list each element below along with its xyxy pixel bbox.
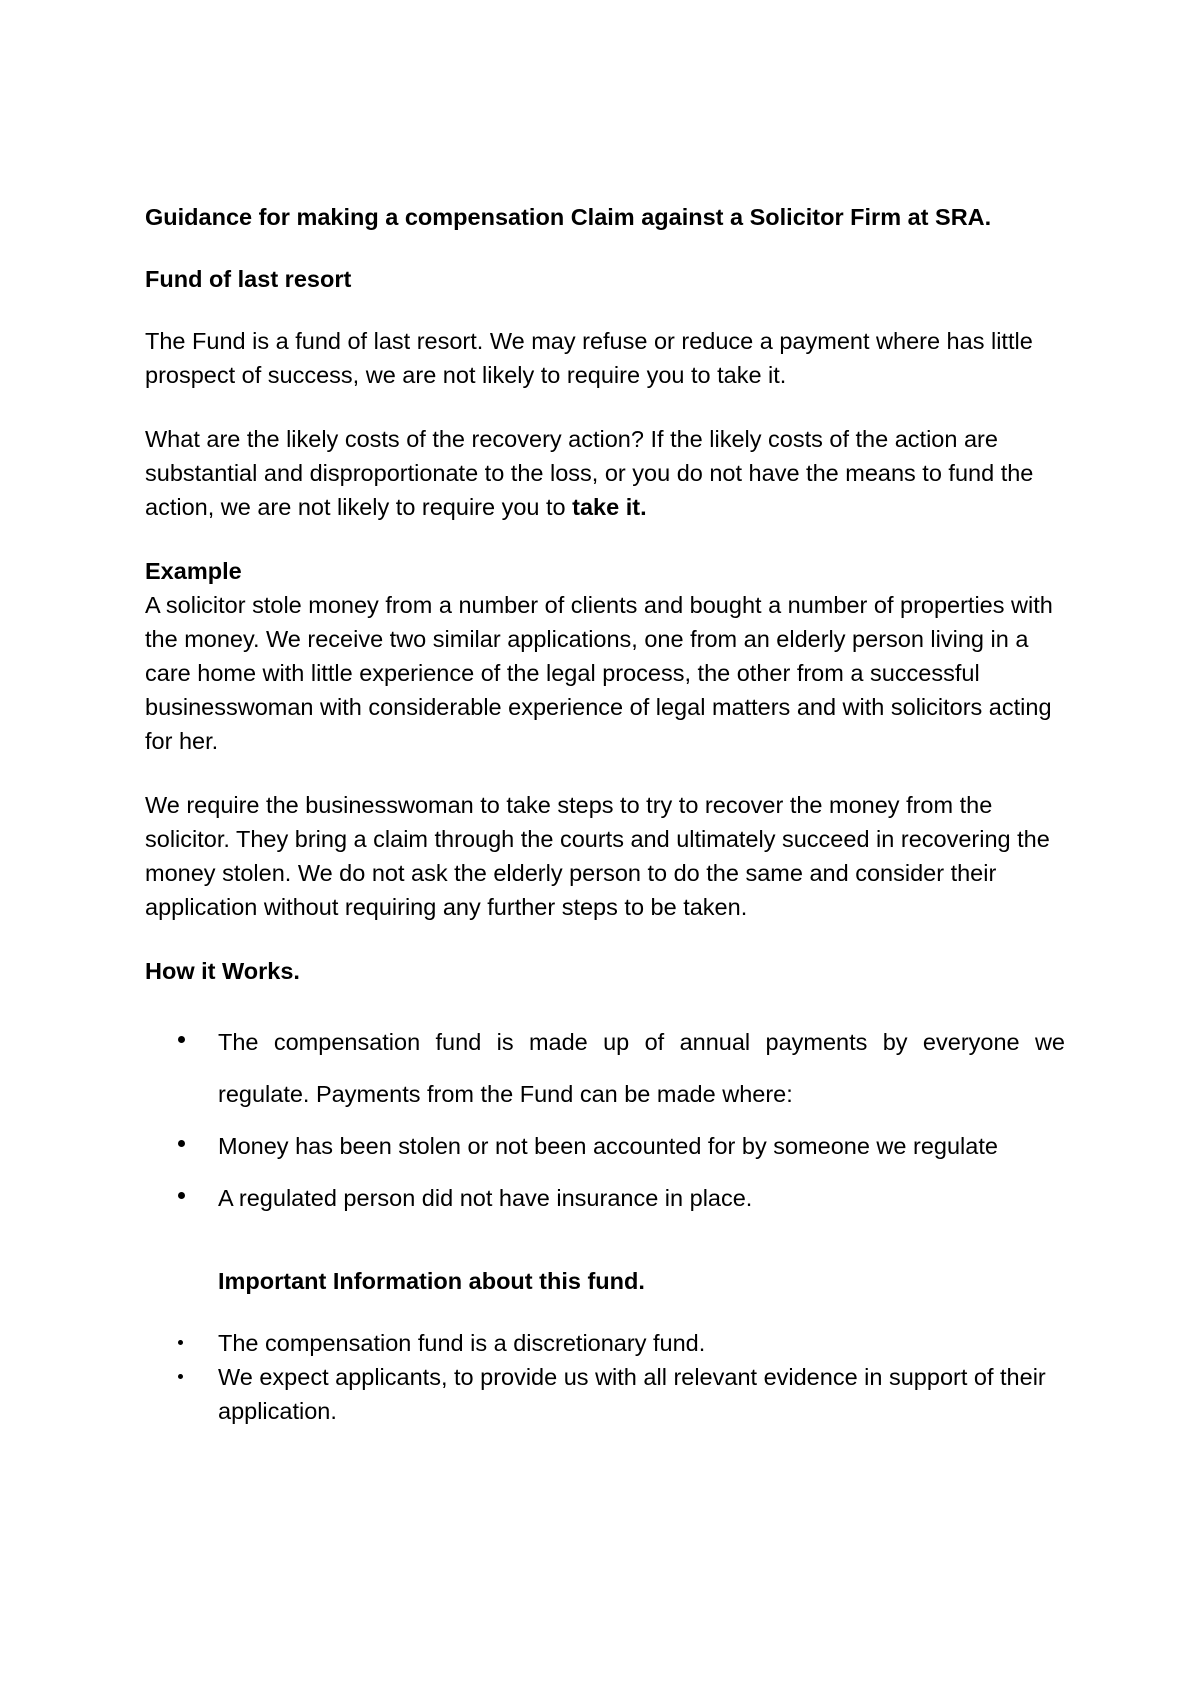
paragraph-recovery-costs-bold: take it. — [572, 494, 647, 520]
document-title: Guidance for making a compensation Claim against a Solicitor Firm at SRA. — [145, 204, 992, 230]
paragraph-fund-last-resort: The Fund is a fund of last resort. We may refuse or reduce a payment where has little prospect of success, we are not likely to require you to take it. — [145, 328, 1033, 388]
important-information-item: We expect applicants, to provide us with all relevant evidence in support of their application. — [145, 1360, 1065, 1428]
paragraph-example-1: A solicitor stole money from a number of clients and bought a number of properties with the money. We receive two similar applications, one from an elderly person living in a care home with little experience of the legal process, the other from a successful businesswoman with considerable experience of legal matters and with solicitors acting for her. — [145, 592, 1053, 754]
how-it-works-item: The compensation fund is made up of annual payments by everyone we regulate. Payments from the Fund can be made where: — [145, 1016, 1065, 1120]
how-it-works-list — [145, 1016, 1065, 1224]
section-heading-how-it-works: How it Works. — [145, 958, 300, 984]
important-information-item: The compensation fund is a discretionary fund. — [145, 1326, 1065, 1360]
paragraph-example-2: We require the businesswoman to take steps to try to recover the money from the solicitor. They bring a claim through the courts and ultimately succeed in recovering the money stolen. We do not ask the elderly person to do the same and consider their application without requiring any further steps to be taken. — [145, 792, 1050, 920]
important-information-list — [145, 1326, 1065, 1428]
paragraph-recovery-costs — [145, 422, 1065, 524]
section-heading-fund-of-last-resort: Fund of last resort — [145, 266, 352, 292]
document-page — [145, 200, 1065, 1428]
how-it-works-item: Money has been stolen or not been accounted for by someone we regulate — [145, 1120, 1065, 1172]
section-heading-important-information: Important Information about this fund. — [218, 1268, 645, 1294]
how-it-works-item: A regulated person did not have insurance in place. — [145, 1172, 1065, 1224]
section-heading-example: Example — [145, 558, 242, 584]
paragraph-recovery-costs-text: What are the likely costs of the recovery action? If the likely costs of the action are substantial and disproportionate to the loss, or you do not have the means to fund the action, we are not likely to require you to — [145, 426, 1034, 520]
